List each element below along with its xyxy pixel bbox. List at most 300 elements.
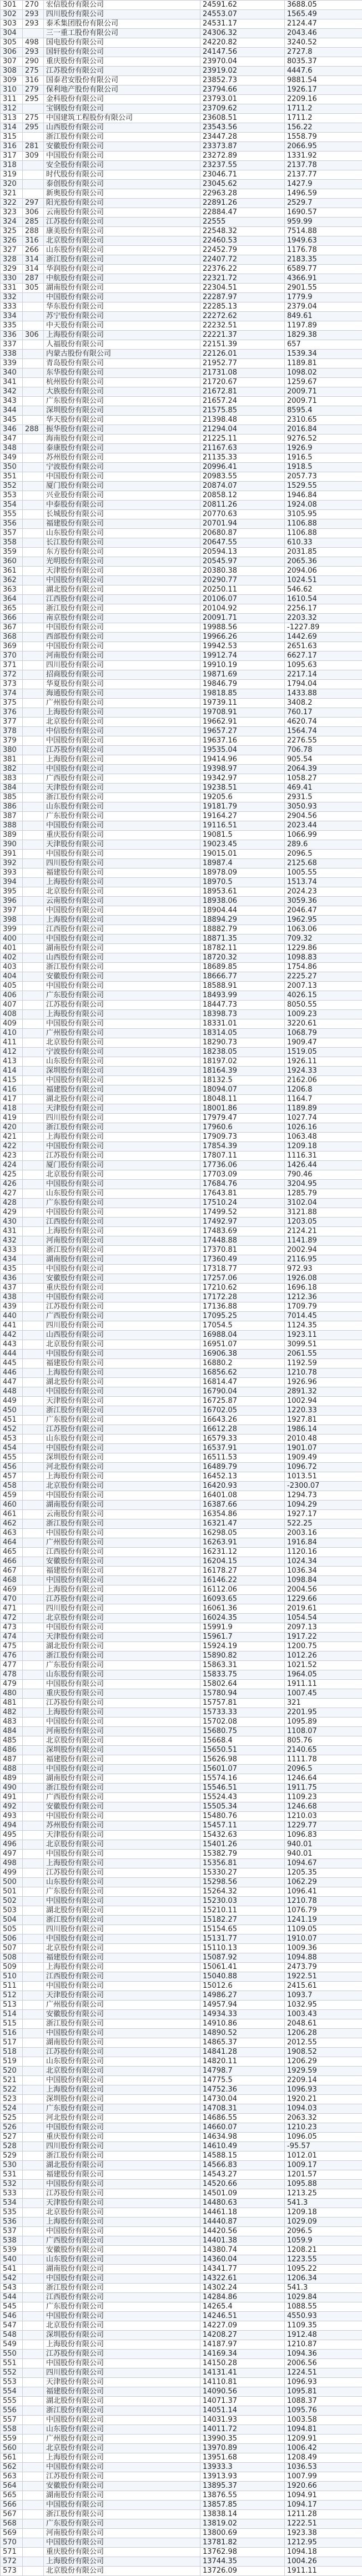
- revenue-cell: 18314.05: [200, 1029, 285, 1038]
- table-row: [1, 1416, 362, 1425]
- rank-cell: 304: [1, 29, 23, 38]
- table-row: [1, 2038, 362, 2048]
- rank-cell: 568: [1, 2519, 23, 2529]
- company-name-cell: 福建股份有限公司: [44, 1085, 200, 1095]
- profit-cell: 760.17: [285, 708, 362, 718]
- table-row: [1, 1208, 362, 1218]
- profit-cell: 1036.34: [285, 1567, 362, 1576]
- rank-cell: 338: [1, 350, 23, 359]
- table-row: [1, 1057, 362, 1067]
- revenue-cell: 15524.43: [200, 1793, 285, 1802]
- profit-cell: 2931.5: [285, 793, 362, 802]
- profit-cell: 1209.18: [285, 1142, 362, 1151]
- previous-rank-cell: [23, 1151, 44, 1161]
- rank-cell: 344: [1, 406, 23, 416]
- company-name-cell: 海通股份有限公司: [44, 689, 200, 699]
- profit-cell: 3408.2: [285, 699, 362, 708]
- previous-rank-cell: [23, 2425, 44, 2434]
- table-row: [1, 2482, 362, 2491]
- company-name-cell: 上海股份有限公司: [44, 2557, 200, 2567]
- previous-rank-cell: [23, 680, 44, 689]
- revenue-cell: 20983.55: [200, 472, 285, 482]
- table-row: [1, 321, 362, 331]
- profit-cell: 8595.4: [285, 406, 362, 416]
- previous-rank-cell: [23, 1708, 44, 1718]
- previous-rank-cell: [23, 2236, 44, 2246]
- profit-cell: 1442.69: [285, 633, 362, 642]
- company-name-cell: 中国股份有限公司: [44, 1680, 200, 1689]
- profit-cell: 1564.74: [285, 727, 362, 736]
- table-row: [1, 812, 362, 821]
- rank-cell: 511: [1, 1982, 23, 1991]
- table-row: [1, 1444, 362, 1453]
- revenue-cell: 15863.31: [200, 1661, 285, 1670]
- revenue-cell: 14051.14: [200, 2406, 285, 2416]
- revenue-cell: 14461.18: [200, 2208, 285, 2218]
- company-name-cell: 北京股份有限公司: [44, 1944, 200, 1953]
- profit-cell: 1120.16: [285, 1548, 362, 1557]
- rank-cell: 345: [1, 416, 23, 425]
- table-row: [1, 387, 362, 397]
- revenue-cell: 14265.4: [200, 2302, 285, 2312]
- previous-rank-cell: [23, 1189, 44, 1199]
- profit-cell: 1285.79: [285, 1189, 362, 1199]
- revenue-cell: 19164.27: [200, 812, 285, 821]
- company-name-cell: 北京股份有限公司: [44, 1038, 200, 1048]
- company-name-cell: 宝钢股份有限公司: [44, 104, 200, 114]
- revenue-cell: 23608.51: [200, 114, 285, 123]
- profit-cell: 1095.76: [285, 2406, 362, 2416]
- company-name-cell: 中国股份有限公司: [44, 1076, 200, 1085]
- revenue-cell: 18331.01: [200, 1019, 285, 1029]
- company-name-cell: 北京股份有限公司: [44, 1340, 200, 1350]
- previous-rank-cell: [23, 2453, 44, 2463]
- previous-rank-cell: [23, 2208, 44, 2218]
- rank-cell: 449: [1, 1397, 23, 1406]
- profit-cell: 4550.93: [285, 2312, 362, 2321]
- company-name-cell: 中国股份有限公司: [44, 1350, 200, 1359]
- table-row: [1, 2538, 362, 2548]
- rank-cell: 433: [1, 1246, 23, 1255]
- table-row: [1, 1529, 362, 1538]
- profit-cell: 1109.23: [285, 1793, 362, 1802]
- table-row: [1, 1821, 362, 1831]
- rank-cell: 485: [1, 1736, 23, 1746]
- table-row: [1, 114, 362, 123]
- profit-cell: 1241.19: [285, 1916, 362, 1925]
- revenue-cell: 16204.15: [200, 1557, 285, 1567]
- profit-cell: 2094.06: [285, 567, 362, 576]
- revenue-cell: 21731.08: [200, 368, 285, 378]
- previous-rank-cell: [23, 2368, 44, 2378]
- rank-cell: 388: [1, 821, 23, 831]
- profit-cell: 1229.86: [285, 944, 362, 953]
- rank-cell: 432: [1, 1236, 23, 1246]
- profit-cell: 1036.53: [285, 2463, 362, 2472]
- rank-cell: 437: [1, 1284, 23, 1293]
- rank-cell: 489: [1, 1774, 23, 1784]
- profit-cell: 1197.89: [285, 321, 362, 331]
- profit-cell: 1024.34: [285, 1557, 362, 1567]
- company-name-cell: 浙江股份有限公司: [44, 1246, 200, 1255]
- company-name-cell: 上海股份有限公司: [44, 1133, 200, 1142]
- profit-cell: 2379.04: [285, 302, 362, 312]
- previous-rank-cell: [23, 1350, 44, 1359]
- rank-cell: 355: [1, 510, 23, 519]
- table-row: [1, 538, 362, 548]
- table-row: [1, 2340, 362, 2350]
- profit-cell: 321: [285, 1699, 362, 1708]
- table-row: [1, 1265, 362, 1274]
- rank-cell: 412: [1, 1048, 23, 1057]
- table-row: [1, 916, 362, 925]
- revenue-cell: 20701.94: [200, 519, 285, 529]
- rank-cell: 351: [1, 472, 23, 482]
- table-row: [1, 1887, 362, 1897]
- company-name-cell: 福建股份有限公司: [44, 1953, 200, 1963]
- table-row: [1, 350, 362, 359]
- revenue-cell: 16489.79: [200, 1463, 285, 1472]
- revenue-cell: 13913.93: [200, 2472, 285, 2482]
- table-row: [1, 567, 362, 576]
- profit-cell: 2009.71: [285, 397, 362, 406]
- company-name-cell: 江西股份有限公司: [44, 595, 200, 604]
- rank-cell: 518: [1, 2048, 23, 2057]
- profit-cell: 1926.9: [285, 444, 362, 453]
- profit-cell: 1206.28: [285, 2029, 362, 2038]
- rank-cell: 415: [1, 1076, 23, 1085]
- profit-cell: 2012.55: [285, 2038, 362, 2048]
- profit-cell: 3102.04: [285, 1199, 362, 1208]
- profit-cell: 541.3: [285, 2284, 362, 2293]
- previous-rank-cell: [23, 1510, 44, 1519]
- revenue-cell: 19238.51: [200, 784, 285, 793]
- previous-rank-cell: [23, 1934, 44, 1944]
- company-name-cell: 北京股份有限公司: [44, 1840, 200, 1850]
- revenue-cell: 17095.25: [200, 1312, 285, 1321]
- table-row: [1, 2444, 362, 2453]
- revenue-cell: 18782.11: [200, 944, 285, 953]
- table-row: [1, 189, 362, 199]
- company-name-cell: 广东股份有限公司: [44, 1416, 200, 1425]
- rank-cell: 343: [1, 397, 23, 406]
- profit-cell: 2529.7: [285, 199, 362, 208]
- revenue-cell: 18197.02: [200, 1057, 285, 1067]
- rank-cell: 385: [1, 793, 23, 802]
- rank-cell: 361: [1, 567, 23, 576]
- profit-cell: 1029.09: [285, 2218, 362, 2227]
- profit-cell: 1093.7: [285, 1991, 362, 2001]
- table-row: [1, 1142, 362, 1151]
- table-row: [1, 2519, 362, 2529]
- table-row: [1, 2029, 362, 2038]
- company-name-cell: 天津股份有限公司: [44, 1831, 200, 1840]
- profit-cell: 1918.5: [285, 463, 362, 472]
- previous-rank-cell: [23, 2133, 44, 2142]
- revenue-cell: 17172.28: [200, 1293, 285, 1302]
- table-row: [1, 1019, 362, 1029]
- previous-rank-cell: [23, 1378, 44, 1387]
- profit-cell: 1911.75: [285, 1784, 362, 1793]
- revenue-cell: 16354.86: [200, 1510, 285, 1519]
- previous-rank-cell: [23, 2331, 44, 2340]
- table-row: [1, 2180, 362, 2189]
- revenue-cell: 23045.62: [200, 180, 285, 189]
- profit-cell: 1259.67: [285, 378, 362, 387]
- revenue-cell: 15574.16: [200, 1774, 285, 1784]
- previous-rank-cell: [23, 2114, 44, 2123]
- revenue-cell: 14440.87: [200, 2218, 285, 2227]
- previous-rank-cell: [23, 1868, 44, 1878]
- company-name-cell: 北京股份有限公司: [44, 1482, 200, 1491]
- table-row: [1, 576, 362, 585]
- previous-rank-cell: [23, 878, 44, 887]
- profit-cell: 2201.95: [285, 1708, 362, 1718]
- profit-cell: 2217.14: [285, 670, 362, 680]
- company-name-cell: 光明股份有限公司: [44, 557, 200, 567]
- previous-rank-cell: 270: [23, 1, 44, 10]
- company-name-cell: 江苏股份有限公司: [44, 2189, 200, 2199]
- table-row: [1, 1991, 362, 2001]
- revenue-cell: 24531.17: [200, 19, 285, 29]
- table-row: [1, 1340, 362, 1350]
- revenue-cell: 24147.56: [200, 48, 285, 57]
- profit-cell: 1009.23: [285, 1010, 362, 1019]
- profit-cell: 2043.46: [285, 29, 362, 38]
- revenue-cell: 22548.32: [200, 227, 285, 236]
- profit-cell: 1962.95: [285, 916, 362, 925]
- profit-cell: 2064.39: [285, 765, 362, 774]
- table-row: [1, 633, 362, 642]
- revenue-cell: 15230.03: [200, 1897, 285, 1906]
- company-name-cell: 江苏股份有限公司: [44, 1302, 200, 1312]
- profit-cell: 657: [285, 340, 362, 350]
- company-name-cell: 深圳股份有限公司: [44, 406, 200, 416]
- profit-cell: 1029.84: [285, 2293, 362, 2302]
- revenue-cell: 20104.92: [200, 604, 285, 614]
- company-name-cell: 苏宁股份有限公司: [44, 312, 200, 321]
- rank-cell: 538: [1, 2236, 23, 2246]
- table-row: [1, 623, 362, 633]
- rank-cell: 495: [1, 1831, 23, 1840]
- previous-rank-cell: [23, 510, 44, 519]
- table-row: [1, 133, 362, 142]
- profit-cell: 1094.29: [285, 1501, 362, 1510]
- previous-rank-cell: [23, 1557, 44, 1567]
- rank-cell: 531: [1, 2170, 23, 2180]
- rank-cell: 381: [1, 755, 23, 765]
- company-name-cell: 广州股份有限公司: [44, 699, 200, 708]
- table-row: [1, 29, 362, 38]
- revenue-cell: 15668.4: [200, 1736, 285, 1746]
- rank-cell: 491: [1, 1793, 23, 1802]
- rank-cell: 541: [1, 2265, 23, 2274]
- previous-rank-cell: 498: [23, 38, 44, 48]
- company-name-cell: 山东股份有限公司: [44, 802, 200, 812]
- rank-cell: 486: [1, 1746, 23, 1755]
- previous-rank-cell: [23, 180, 44, 189]
- table-row: [1, 453, 362, 463]
- revenue-cell: 16951.07: [200, 1340, 285, 1350]
- previous-rank-cell: 281: [23, 142, 44, 151]
- table-row: [1, 1953, 362, 1963]
- rank-cell: 370: [1, 651, 23, 661]
- profit-cell: 1066.99: [285, 831, 362, 840]
- rank-cell: 460: [1, 1501, 23, 1510]
- previous-rank-cell: 293: [23, 10, 44, 19]
- previous-rank-cell: [23, 1963, 44, 1972]
- revenue-cell: 16061.36: [200, 1604, 285, 1614]
- table-row: [1, 406, 362, 416]
- rank-cell: 333: [1, 302, 23, 312]
- revenue-cell: 14610.49: [200, 2142, 285, 2151]
- profit-cell: 1212.95: [285, 2538, 362, 2548]
- previous-rank-cell: [23, 1208, 44, 1218]
- company-name-cell: 福建股份有限公司: [44, 1567, 200, 1576]
- revenue-cell: 16856.62: [200, 1368, 285, 1378]
- table-row: [1, 1085, 362, 1095]
- revenue-cell: 15601.07: [200, 1765, 285, 1774]
- table-row: [1, 708, 362, 718]
- rank-cell: 310: [1, 85, 23, 95]
- revenue-cell: 15432.63: [200, 1831, 285, 1840]
- company-name-cell: 浙江股份有限公司: [44, 255, 200, 265]
- rank-cell: 376: [1, 708, 23, 718]
- previous-rank-cell: [23, 1821, 44, 1831]
- previous-rank-cell: [23, 482, 44, 491]
- profit-cell: 1098.02: [285, 368, 362, 378]
- table-row: [1, 2142, 362, 2151]
- rank-cell: 553: [1, 2378, 23, 2387]
- table-row: [1, 236, 362, 246]
- rank-cell: 322: [1, 199, 23, 208]
- table-row: [1, 604, 362, 614]
- table-row: [1, 2085, 362, 2095]
- company-name-cell: 浙江股份有限公司: [44, 2284, 200, 2293]
- revenue-cell: 18164.39: [200, 1067, 285, 1076]
- previous-rank-cell: [23, 2019, 44, 2029]
- revenue-cell: 15890.82: [200, 1651, 285, 1661]
- table-row: [1, 1302, 362, 1312]
- previous-rank-cell: [23, 1010, 44, 1019]
- rank-cell: 399: [1, 925, 23, 935]
- profit-cell: 1922.51: [285, 1972, 362, 1982]
- company-name-cell: 上海股份有限公司: [44, 1963, 200, 1972]
- company-name-cell: 福建股份有限公司: [44, 519, 200, 529]
- previous-rank-cell: [23, 1293, 44, 1302]
- table-row: [1, 463, 362, 472]
- profit-cell: 1920.21: [285, 2095, 362, 2104]
- table-row: [1, 1727, 362, 1736]
- previous-rank-cell: [23, 350, 44, 359]
- revenue-cell: 15298.56: [200, 1878, 285, 1887]
- revenue-cell: 15356.81: [200, 1859, 285, 1868]
- table-row: [1, 2529, 362, 2538]
- previous-rank-cell: [23, 850, 44, 859]
- rank-cell: 522: [1, 2085, 23, 2095]
- rank-cell: 346: [1, 425, 23, 435]
- revenue-cell: 15131.77: [200, 1934, 285, 1944]
- company-name-cell: 中国股份有限公司: [44, 2312, 200, 2321]
- revenue-cell: 19966.26: [200, 633, 285, 642]
- previous-rank-cell: [23, 1199, 44, 1208]
- previous-rank-cell: [23, 161, 44, 170]
- table-row: [1, 1, 362, 10]
- previous-rank-cell: [23, 1859, 44, 1868]
- profit-cell: 1109.35: [285, 2321, 362, 2331]
- revenue-cell: 22555: [200, 218, 285, 227]
- table-row: [1, 689, 362, 699]
- company-name-cell: 长江股份有限公司: [44, 538, 200, 548]
- company-name-cell: 江苏股份有限公司: [44, 2048, 200, 2057]
- profit-cell: 6589.77: [285, 265, 362, 274]
- table-row: [1, 1585, 362, 1595]
- rank-cell: 536: [1, 2218, 23, 2227]
- profit-cell: 1094.81: [285, 2425, 362, 2434]
- company-name-cell: 国电股份有限公司: [44, 38, 200, 48]
- rank-cell: 469: [1, 1585, 23, 1595]
- rank-cell: 348: [1, 444, 23, 453]
- previous-rank-cell: [23, 2510, 44, 2519]
- revenue-cell: 19912.74: [200, 651, 285, 661]
- company-name-cell: 中国股份有限公司: [44, 1897, 200, 1906]
- revenue-cell: 22272.62: [200, 312, 285, 321]
- company-name-cell: 北京股份有限公司: [44, 236, 200, 246]
- company-name-cell: 长城股份有限公司: [44, 510, 200, 519]
- rank-cell: 509: [1, 1963, 23, 1972]
- profit-cell: 4447.6: [285, 67, 362, 76]
- profit-cell: 1062.29: [285, 1878, 362, 1887]
- revenue-cell: 15802.64: [200, 1680, 285, 1689]
- rank-cell: 377: [1, 718, 23, 727]
- table-row: [1, 1519, 362, 1529]
- table-row: [1, 651, 362, 661]
- profit-cell: 1433.88: [285, 689, 362, 699]
- company-name-cell: 山东股份有限公司: [44, 1670, 200, 1680]
- rank-cell: 549: [1, 2340, 23, 2350]
- table-row: [1, 1934, 362, 1944]
- previous-rank-cell: [23, 1850, 44, 1859]
- rank-cell: 362: [1, 576, 23, 585]
- previous-rank-cell: [23, 1642, 44, 1651]
- table-row: [1, 897, 362, 906]
- table-row: [1, 1916, 362, 1925]
- company-name-cell: 中国股份有限公司: [44, 1293, 200, 1302]
- company-name-cell: 保利地产股份有限公司: [44, 85, 200, 95]
- table-row: [1, 1397, 362, 1406]
- rank-cell: 305: [1, 38, 23, 48]
- previous-rank-cell: [23, 1897, 44, 1906]
- company-name-cell: 福建股份有限公司: [44, 1359, 200, 1368]
- company-name-cell: 新奥股份有限公司: [44, 189, 200, 199]
- company-name-cell: 华东股份有限公司: [44, 302, 200, 312]
- profit-cell: 1012.26: [285, 1651, 362, 1661]
- revenue-cell: 19023.45: [200, 840, 285, 850]
- profit-cell: 1095.89: [285, 1718, 362, 1727]
- rank-cell: 529: [1, 2151, 23, 2161]
- revenue-cell: 13838.14: [200, 2510, 285, 2519]
- revenue-cell: 13970.89: [200, 2444, 285, 2453]
- previous-rank-cell: [23, 953, 44, 963]
- rank-cell: 407: [1, 1001, 23, 1010]
- table-row: [1, 1463, 362, 1472]
- profit-cell: 2116.95: [285, 1255, 362, 1265]
- rank-cell: 408: [1, 1010, 23, 1019]
- company-name-cell: 中国股份有限公司: [44, 1982, 200, 1991]
- previous-rank-cell: [23, 699, 44, 708]
- revenue-cell: 16178.27: [200, 1567, 285, 1576]
- revenue-cell: 17703.09: [200, 1170, 285, 1180]
